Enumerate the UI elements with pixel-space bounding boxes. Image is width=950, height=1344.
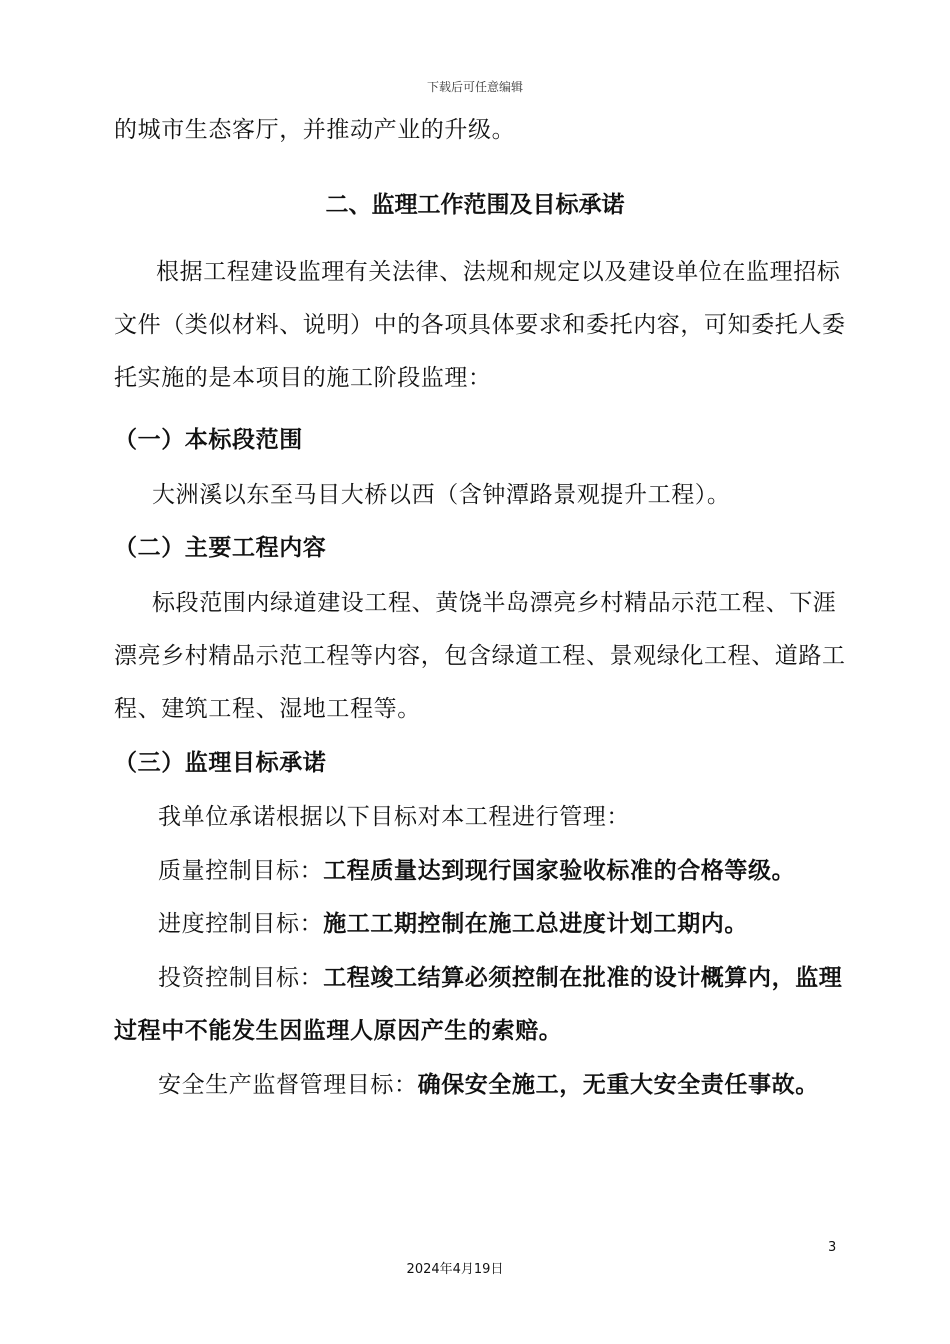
goal-investment-text-1: 工程竣工结算必须控制在批准的设计概算内，监理 xyxy=(323,965,843,991)
goal-investment-line-2: 过程中不能发生因监理人原因产生的索赔。 xyxy=(114,1018,563,1044)
para1-line-3: 托实施的是本项目的施工阶段监理： xyxy=(114,365,492,391)
para1-line-1: 根据工程建设监理有关法律、法规和规定以及建设单位在监理招标 xyxy=(156,259,841,285)
goal-schedule-label: 进度控制目标： xyxy=(158,911,324,937)
goal-safety xyxy=(158,1069,819,1101)
goal-investment xyxy=(158,962,842,994)
sub2-line-1: 标段范围内绿道建设工程、黄饶半岛漂亮乡村精品示范工程、下涯 xyxy=(152,590,837,616)
sub2-line-2: 漂亮乡村精品示范工程等内容，包含绿道工程、景观绿化工程、道路工 xyxy=(114,643,846,669)
goal-quality-text: 工程质量达到现行国家验收标准的合格等级。 xyxy=(323,858,796,884)
para1-line-2: 文件（类似材料、说明）中的各项具体要求和委托内容，可知委托人委 xyxy=(114,312,846,338)
footer-date: 2024年4月19日 xyxy=(406,1262,504,1277)
goal-schedule-text: 施工工期控制在施工总进度计划工期内。 xyxy=(323,911,749,937)
page-number: 3 xyxy=(828,1240,837,1255)
goal-schedule xyxy=(158,908,748,940)
goal-investment-label: 投资控制目标： xyxy=(158,965,324,991)
sub3-intro: 我单位承诺根据以下目标对本工程进行管理： xyxy=(158,804,630,830)
sub3-title: （三）监理目标承诺 xyxy=(114,750,327,776)
sub1-text: 大洲溪以东至马目大桥以西（含钟潭路景观提升工程）。 xyxy=(152,482,731,508)
goal-quality-label: 质量控制目标： xyxy=(158,858,324,884)
sub2-line-3: 程、建筑工程、湿地工程等。 xyxy=(114,696,421,722)
sub1-title: （一）本标段范围 xyxy=(114,427,303,453)
goal-safety-text: 确保安全施工，无重大安全责任事故。 xyxy=(417,1072,819,1098)
section-title: 二、监理工作范围及目标承诺 xyxy=(325,192,625,218)
sub2-title: （二）主要工程内容 xyxy=(114,535,327,561)
intro-tail-line: 的城市生态客厅，并推动产业的升级。 xyxy=(114,117,516,143)
goal-quality xyxy=(158,855,795,887)
header-note: 下载后可任意编辑 xyxy=(426,80,523,94)
goal-safety-label: 安全生产监督管理目标： xyxy=(158,1072,418,1098)
